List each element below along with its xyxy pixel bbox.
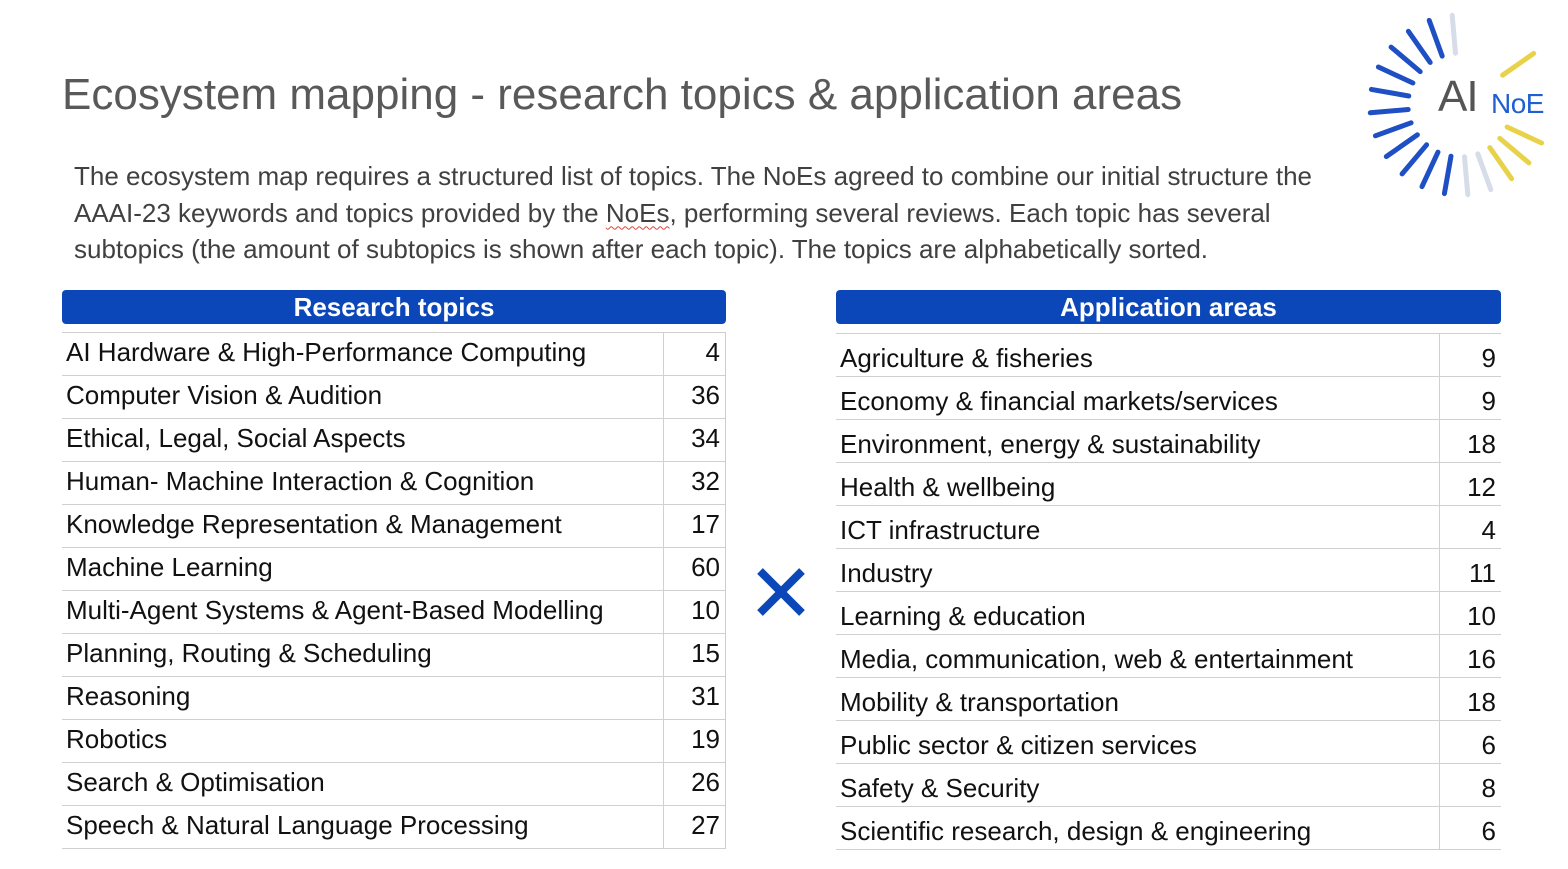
application-areas-header: Application areas [836, 290, 1501, 324]
subtopic-count: 17 [663, 505, 725, 547]
topic-name: Safety & Security [840, 773, 1040, 803]
table-row [836, 505, 1501, 548]
subtopic-count: 18 [1439, 678, 1501, 720]
subtopic-count: 6 [1439, 807, 1501, 849]
logo-ray [1490, 148, 1512, 179]
topic-name: Health & wellbeing [840, 472, 1056, 502]
ai-noe-logo [1362, 12, 1558, 198]
topic-name: Speech & Natural Language Processing [66, 810, 529, 840]
subtopic-count: 11 [1439, 549, 1501, 591]
table-row [62, 719, 725, 762]
topic-name: Computer Vision & Audition [66, 380, 383, 410]
topic-name: Agriculture & fisheries [840, 343, 1093, 373]
cross-icon [754, 565, 808, 619]
logo-ray [1452, 15, 1455, 53]
topic-name: Machine Learning [66, 552, 273, 582]
topic-name: Public sector & citizen services [840, 730, 1197, 760]
topic-name: Human- Machine Interaction & Cognition [66, 466, 535, 496]
intro-text-after: , performing several reviews. Each topic has several subtopics (the amount of subtopics is shown after each topic). The topics are alphabetically sorted. [74, 197, 1271, 264]
intro-text-before: The ecosystem map requires a structured list of topics. The NoEs agreed to combine our initial structure the AAAI-23 keywords and topics provided by the [74, 161, 1312, 228]
subtopic-count: 31 [663, 677, 725, 719]
topic-name: Reasoning [66, 681, 191, 711]
research-topics-table [62, 332, 726, 849]
table-row [62, 633, 725, 676]
spellcheck-flagged-word: NoEs [605, 197, 670, 228]
table-row [62, 332, 725, 375]
table-row [836, 763, 1501, 806]
logo-ray [1500, 138, 1529, 163]
topic-name: AI Hardware & High-Performance Computing [66, 337, 587, 367]
topic-name: Learning & education [840, 601, 1086, 631]
application-areas-panel [836, 290, 1501, 850]
topic-name: Industry [840, 558, 933, 588]
logo-noe-text: NoE [1491, 88, 1544, 119]
table-row [836, 419, 1501, 462]
subtopic-count: 32 [663, 462, 725, 504]
research-topics-panel [62, 290, 726, 849]
subtopic-count: 6 [1439, 721, 1501, 763]
topic-name: Planning, Routing & Scheduling [66, 638, 432, 668]
logo-ray [1503, 53, 1534, 75]
table-row [836, 677, 1501, 720]
table-row [836, 333, 1501, 376]
logo-ray [1429, 20, 1442, 56]
table-row [62, 676, 725, 719]
logo-ray [1507, 127, 1542, 143]
subtopic-count: 27 [663, 806, 725, 848]
table-row [62, 375, 725, 418]
logo-ray [1402, 145, 1427, 174]
logo-ray [1422, 152, 1438, 187]
logo-ray [1378, 67, 1413, 83]
topic-name: Environment, energy & sustainability [840, 429, 1261, 459]
table-row [836, 806, 1501, 850]
logo-ray [1444, 156, 1451, 193]
logo-ai-text: AI [1438, 72, 1478, 121]
topic-name: Knowledge Representation & Management [66, 509, 562, 539]
application-areas-table [836, 333, 1501, 850]
page-title: Ecosystem mapping - research topics & application areas [62, 70, 1183, 119]
table-row [62, 547, 725, 590]
topic-name: ICT infrastructure [840, 515, 1041, 545]
topic-name: Scientific research, design & engineering [840, 816, 1312, 846]
logo-ray [1465, 157, 1468, 195]
intro-paragraph [74, 158, 1364, 268]
topic-name: Ethical, Legal, Social Aspects [66, 423, 406, 453]
subtopic-count: 15 [663, 634, 725, 676]
subtopic-count: 10 [1439, 592, 1501, 634]
logo-ray [1375, 123, 1411, 136]
table-row [836, 548, 1501, 591]
logo-ray [1386, 135, 1417, 157]
subtopic-count: 19 [663, 720, 725, 762]
subtopic-count: 9 [1439, 377, 1501, 419]
logo-ray [1478, 154, 1491, 190]
topic-name: Robotics [66, 724, 168, 754]
table-row [62, 418, 725, 461]
subtopic-count: 60 [663, 548, 725, 590]
logo-ray [1371, 89, 1408, 96]
logo-ray [1370, 110, 1408, 113]
subtopic-count: 18 [1439, 420, 1501, 462]
table-row [836, 376, 1501, 419]
table-row [62, 504, 725, 547]
table-row [62, 762, 725, 805]
subtopic-count: 4 [1439, 506, 1501, 548]
subtopic-count: 26 [663, 763, 725, 805]
topic-name: Economy & financial markets/services [840, 386, 1278, 416]
logo-ray [1391, 47, 1420, 72]
table-row [836, 634, 1501, 677]
subtopic-count: 12 [1439, 463, 1501, 505]
logo-ray [1408, 31, 1430, 62]
table-row [62, 590, 725, 633]
subtopic-count: 9 [1439, 334, 1501, 376]
table-row [836, 462, 1501, 505]
subtopic-count: 8 [1439, 764, 1501, 806]
subtopic-count: 4 [663, 333, 725, 375]
topic-name: Multi-Agent Systems & Agent-Based Modelling [66, 595, 604, 625]
table-row [836, 720, 1501, 763]
topic-name: Mobility & transportation [840, 687, 1119, 717]
subtopic-count: 16 [1439, 635, 1501, 677]
research-topics-header: Research topics [62, 290, 726, 324]
subtopic-count: 10 [663, 591, 725, 633]
subtopic-count: 36 [663, 376, 725, 418]
table-row [62, 805, 725, 849]
table-row [62, 461, 725, 504]
topic-name: Search & Optimisation [66, 767, 325, 797]
topic-name: Media, communication, web & entertainment [840, 644, 1354, 674]
subtopic-count: 34 [663, 419, 725, 461]
table-row [836, 591, 1501, 634]
